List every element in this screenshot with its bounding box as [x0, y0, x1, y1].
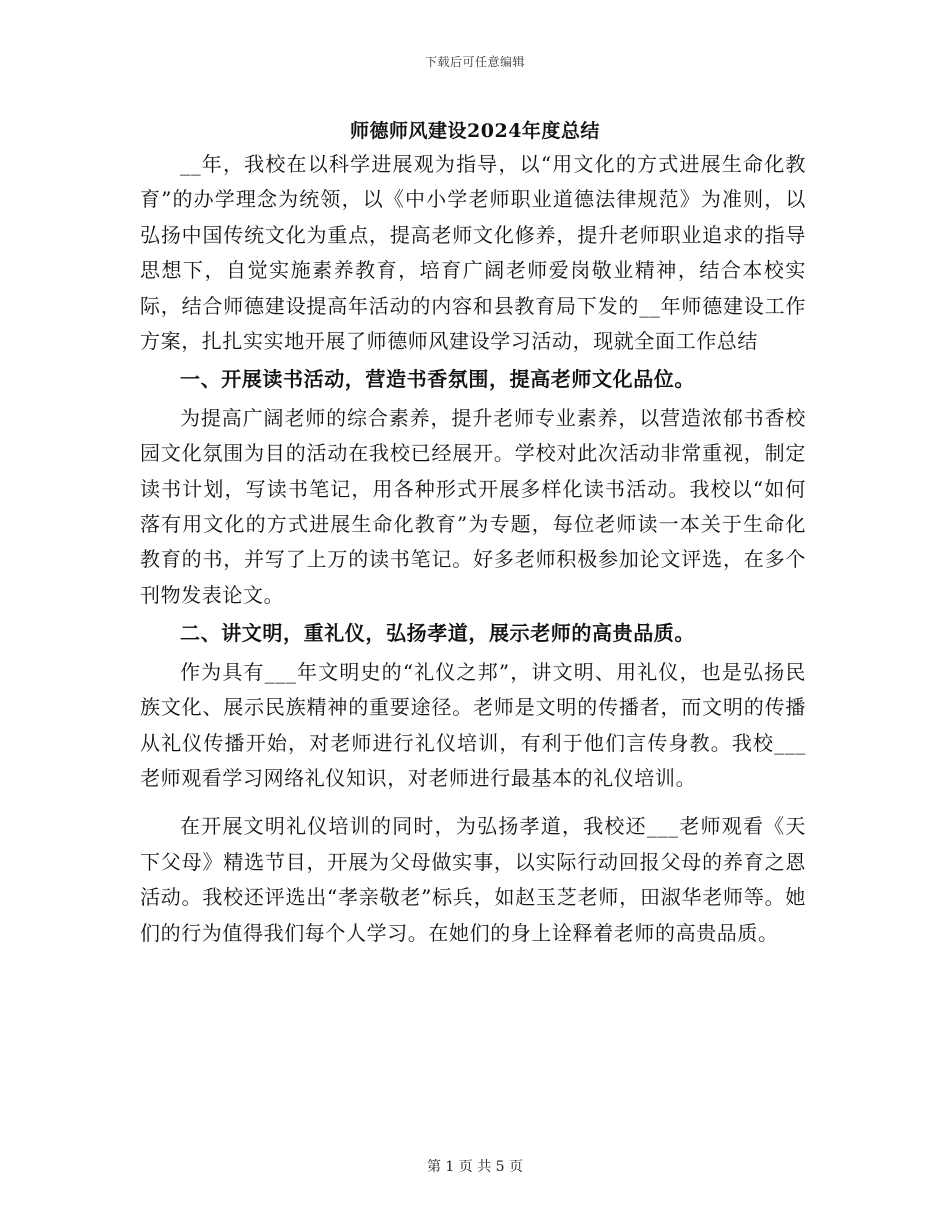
document-body	[140, 147, 806, 951]
header-note: 下载后可任意编辑	[424, 55, 525, 69]
document-title: 师德师风建设2024年度总结	[350, 120, 600, 142]
etiquette-paragraph: 作为具有___年文明史的“礼仪之邦”，讲文明、用礼仪，也是弘扬民族文化、展示民族精神的重要途径。老师是文明的传播者，而文明的传播从礼仪传播开始，对老师进行礼仪培训，有利于他们言传身教。我校___老师观看学习网络礼仪知识，对老师进行最基本的礼仪培训。	[140, 659, 806, 790]
section-heading-reading: 一、开展读书活动，营造书香氛围，提高老师文化品位。	[180, 367, 695, 392]
section-heading-etiquette: 二、讲文明，重礼仪，弘扬孝道，展示老师的高贵品质。	[180, 621, 695, 646]
filial-piety-paragraph: 在开展文明礼仪培训的同时，为弘扬孝道，我校还___老师观看《天下父母》精选节目，开展为父母做实事，以实际行动回报父母的养育之恩活动。我校还评选出“孝亲敬老”标兵，如赵玉芝老师，田淑华老师等。她们的行为值得我们每个人学习。在她们的身上诠释着老师的高贵品质。	[140, 814, 806, 945]
intro-paragraph: __年，我校在以科学进展观为指导，以“用文化的方式进展生命化教育”的办学理念为统领，以《中小学老师职业道德法律规范》为准则，以弘扬中国传统文化为重点，提高老师文化修养，提升老师职业追求的指导思想下，自觉实施素养教育，培育广阔老师爱岗敬业精神，结合本校实际，结合师德建设提高年活动的内容和县教育局下发的__年师德建设工作方案，扎扎实实地开展了师德师风建设学习活动，现就全面工作总结	[140, 152, 806, 354]
page-number: 第 1 页 共 5 页	[426, 1159, 524, 1175]
reading-paragraph: 为提高广阔老师的综合素养，提升老师专业素养，以营造浓郁书香校园文化氛围为目的活动在我校已经展开。学校对此次活动非常重视，制定读书计划，写读书笔记，用各种形式开展多样化读书活动。我校以“如何落有用文化的方式进展生命化教育”为专题，每位老师读一本关于生命化教育的书，并写了上万的读书笔记。好多老师积极参加论文评选，在多个刊物发表论文。	[140, 405, 806, 607]
